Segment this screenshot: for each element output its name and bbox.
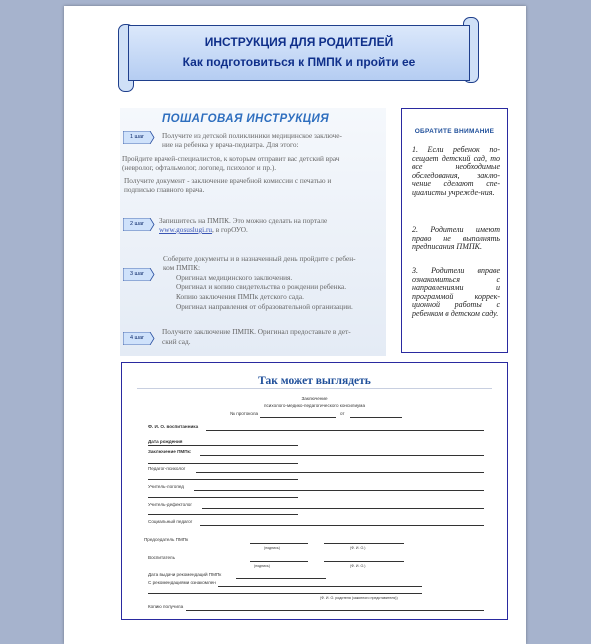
- attention-item-1: 1. Если ребенок по-сещает детский сад, то все необходимые обследования, заклю-чение сделают спе-циалисты учрежде-ния.: [412, 145, 500, 197]
- from-line: [350, 417, 402, 418]
- attention-title: ОБРАТИТЕ ВНИМАНИЕ: [414, 128, 495, 135]
- title-banner: [128, 25, 470, 81]
- defect-line: [202, 508, 484, 509]
- copy-label: Копию получила: [148, 604, 184, 609]
- psych-label: Педагог-психолог: [148, 466, 186, 471]
- step1-line6: подписью главного врача.: [124, 185, 205, 194]
- step1-line3: Пройдите врачей-специалистов, к которым отправит вас детский врач: [122, 154, 340, 163]
- step1-line2: ние на ребенка у врача-педиатра. Для этого:: [162, 140, 299, 149]
- fio-line: [206, 430, 484, 431]
- sample-divider: [137, 388, 492, 389]
- chair-sign-line: [250, 543, 308, 544]
- agree-line-2: [148, 593, 422, 594]
- copy-line: [186, 610, 484, 611]
- step2-line1: Запишитесь на ПМПК. Это можно сделать на портале: [159, 216, 328, 225]
- chair-label: Председатель ПМПк: [144, 537, 189, 542]
- protocol-label: № протокола: [230, 411, 259, 416]
- protocol-line: [260, 417, 336, 418]
- logo-line-2: [148, 497, 298, 498]
- teacher-fio-caption: (Ф. И. О.): [350, 564, 366, 568]
- step3-line6: Оригинал направления от образовательной организации.: [176, 302, 353, 311]
- psych-line-2: [148, 479, 298, 480]
- step1-line5: Получите документ - заключение врачебной комиссии с печатью и: [124, 176, 332, 185]
- social-line: [200, 525, 484, 526]
- birth-line: [148, 445, 298, 446]
- agree-label: С рекомендациями ознакомлен: [148, 580, 216, 585]
- step3-line1: Соберите документы и в назначенный день пройдите с ребен-: [163, 254, 356, 263]
- birth-label: Дата рождения: [148, 439, 183, 444]
- date-issue-label: Дата выдачи рекомендаций ПМПк: [148, 572, 222, 577]
- steps-title: ПОШАГОВАЯ ИНСТРУКЦИЯ: [162, 113, 329, 125]
- step-badge-3: 3 шаг: [123, 268, 155, 281]
- date-issue-line: [236, 578, 326, 579]
- step3-line5: Копию заключения ПМПк детского сада.: [176, 292, 304, 301]
- attention-item-2: 2. Родители имеют право не выполнять предписания ПМПК.: [412, 225, 500, 252]
- step1-line4: (невролог, офтальмолог, логопед, психолог и пр.).: [122, 163, 277, 172]
- teacher-sign-caption: (подпись): [254, 564, 270, 568]
- step3-line4: Оригинал и копию свидетельства о рождении ребенка.: [176, 282, 347, 291]
- fio-label: Ф. И. О. воспитанника: [148, 424, 199, 429]
- step4-line2: ский сад.: [162, 337, 191, 346]
- psych-line: [196, 472, 484, 473]
- attention-item-3: 3. Родители вправе ознакомиться с направлениями и программой коррек-ционной работы с ребенком в детском саду.: [412, 266, 500, 318]
- chair-sign-caption: (подпись): [264, 546, 280, 550]
- gosuslugi-link[interactable]: www.gosuslugi.ru: [159, 225, 213, 234]
- step1-line1: Получите из детской поликлиники медицинское заключе-: [162, 131, 342, 140]
- pmpk-line-2: [148, 463, 298, 464]
- defect-label: Учитель-дефектолог: [148, 502, 193, 507]
- chair-fio-caption: (Ф. И. О.): [350, 546, 366, 550]
- teacher-label: Воспитатель: [148, 555, 176, 560]
- step2-line2: www.gosuslugi.ru, в горОУО.: [159, 225, 248, 234]
- banner-subtitle: Как подготовиться к ПМПК и пройти ее: [182, 55, 416, 69]
- banner-title: ИНСТРУКЦИЯ ДЛЯ РОДИТЕЛЕЙ: [204, 35, 394, 49]
- pmpk-line-1: [200, 455, 484, 456]
- from-label: от: [340, 411, 345, 416]
- logo-line: [194, 490, 484, 491]
- step-badge-1: 1 шаг: [123, 131, 155, 144]
- step-badge-2: 2 шаг: [123, 218, 155, 231]
- pmpk-label: Заключение ПМПк:: [148, 449, 192, 454]
- sample-title: Так может выглядеть: [258, 375, 371, 387]
- step3-line3: Оригинал медицинского заключения.: [176, 273, 293, 282]
- doc-subheading: психолого-медико-педагогического консилиума: [263, 403, 366, 408]
- chair-fio-line: [324, 543, 404, 544]
- teacher-sign-line: [250, 561, 308, 562]
- step3-line2: ком ПМПК:: [163, 263, 201, 272]
- logo-label: Учитель-логопед: [148, 484, 184, 489]
- social-label: Социальный педагог: [148, 519, 193, 524]
- step4-line1: Получите заключение ПМПК. Оригинал предоставьте в дет-: [162, 327, 351, 336]
- sample-form-box: [121, 362, 508, 620]
- step-badge-4: 4 шаг: [123, 332, 155, 345]
- teacher-fio-line: [324, 561, 404, 562]
- parent-sign-caption: (Ф. И. О. родителя (законного представителя)): [320, 596, 398, 600]
- doc-heading: Заключение: [301, 396, 328, 401]
- attention-box: [401, 108, 508, 353]
- defect-line-2: [148, 514, 298, 515]
- agree-line-1: [218, 586, 422, 587]
